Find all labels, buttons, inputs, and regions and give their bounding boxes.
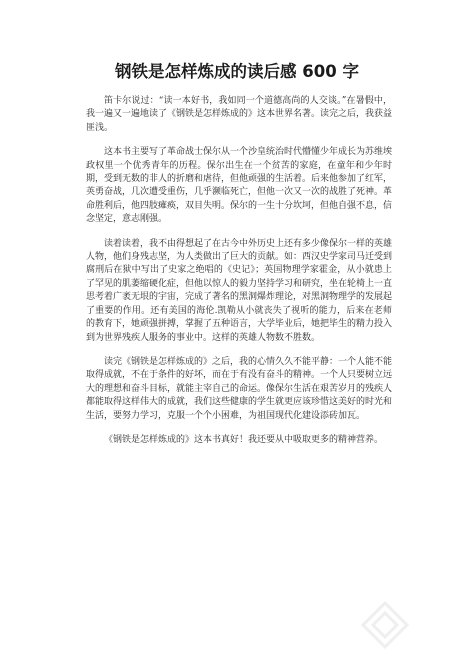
diamond-logo-icon bbox=[360, 600, 410, 650]
document-title: 钢铁是怎样炼成的读后感 600 字 bbox=[115, 62, 359, 81]
paragraph-2: 这本书主要写了革命战士保尔从一个沙皇统治时代懵懂少年成长为苏维埃政权里一个优秀青年的历程。保尔出生在一个贫苦的家庭，在童年和少年时期，受到无数的非人的折磨和虐待，但他顽强的生活着。后来他参加了红军，英勇奋战，几次遭受重伤，几乎濒临死亡，但他一次又一次的战胜了死神。革命胜利后，他四肢瘫痪，双目失明。保尔的一生十分坎坷，但他自强不息，信念坚定，意志刚强。 bbox=[86, 147, 393, 225]
paragraph-1: 笛卡尔说过：“读一本好书，我如同一个道德高尚的人交谈。”在暑假中，我一遍又一遍地读了《钢铁是怎样炼成的》这本世界名著。读完之后，我获益匪浅。 bbox=[86, 96, 393, 133]
paragraph-3: 读着读着，我不由得想起了在古今中外历史上还有多少像保尔一样的英雄人物，他们身残志坚，为人类做出了巨大的贡献。如：西汉史学家司马迁受到腐刑后在狱中写出了史家之绝唱的《史记》；英国物理学家霍金，从小就患上了罕见的肌萎缩硬化症，但他以惊人的毅力坚持学习和研究，坐在轮椅上一直思考着广袤无垠的宇宙，完成了著名的黑洞爆炸理论，对黑洞物理学的发展起了重要的作用。还有美国的海伦.凯勒从小就丧失了视听的能力，后来在老师的教育下，她顽强拼搏，掌握了五种语言，大学毕业后，她把毕生的精力投入到为世界残疾人服务的事业中。这样的英雄人物数不胜数。 bbox=[86, 238, 393, 343]
paragraph-5: 《钢铁是怎样炼成的》这本书真好！我还要从中吸取更多的精神营养。 bbox=[104, 434, 384, 445]
document-body bbox=[86, 95, 392, 458]
paragraph-4: 读完《钢铁是怎样炼成的》之后，我的心情久久不能平静：一个人能不能取得成就，不在于条件的好坏，而在于有没有奋斗的精神。一个人只要树立远大的理想和奋斗目标，就能主宰自己的命运。像保尔生活在艰苦岁月的残疾人都能取得这样伟大的成就，我们这些健康的学生就更应该珍惜这美好的时光和生活，要努力学习，克服一个个小困难，为祖国现代化建设添砖加瓦。 bbox=[86, 356, 393, 421]
